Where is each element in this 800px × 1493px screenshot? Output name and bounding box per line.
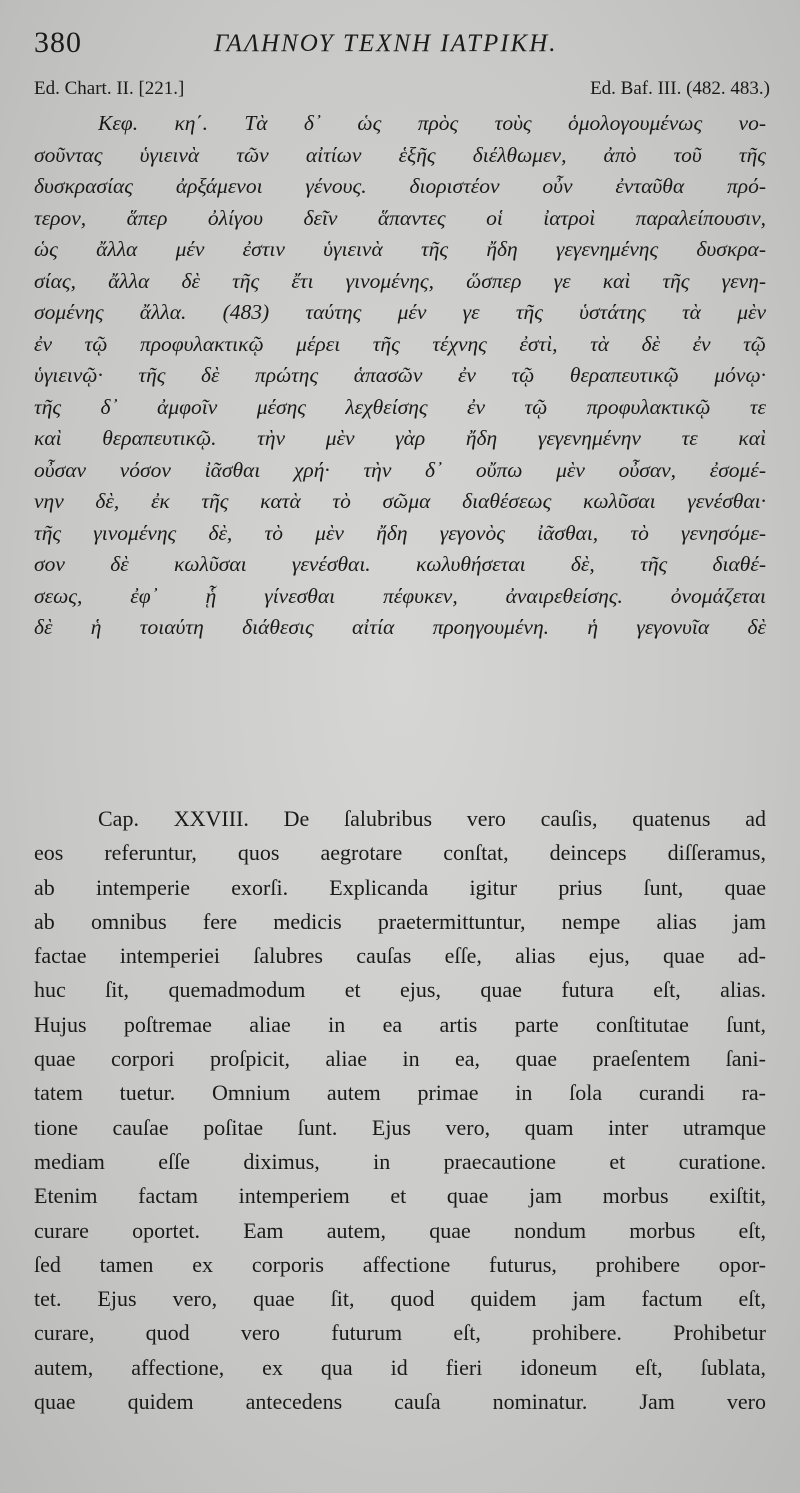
latin-text-line: curare, quod vero futurum eſt, prohibere. Prohibetur (34, 1320, 766, 1346)
greek-text-line: τῆς δ᾽ ἀμφοῖν μέσης λεχθείσης ἐν τῷ προφυλακτικῷ τε (34, 394, 766, 419)
latin-text-line: Cap. XXVIII. De ſalubribus vero cauſis, quatenus ad (98, 806, 766, 831)
greek-text-line: δυσκρασίας ἀρξάμενοι γένους. διοριστέον οὖν ἐνταῦθα πρό- (34, 174, 766, 198)
greek-text-line: ὑγιεινῷ· τῆς δὲ πρώτης ἁπασῶν ἐν τῷ θεραπευτικῷ μόνῳ· (34, 363, 766, 387)
greek-text-block (34, 108, 766, 644)
edition-reference-right: Ed. Baf. III. (482. 483.) (590, 78, 770, 99)
greek-text-line: σεως, ἐφ᾽ ᾗ γίνεσθαι πέφυκεν, ἀναιρεθείσης. ὀνομάζεται (34, 583, 766, 608)
latin-text-line: ſed tamen ex corporis affectione futurus, prohibere opor- (34, 1251, 766, 1277)
greek-text-line: Κεφ. κη΄. Τὰ δ᾽ ὡς πρὸς τοὺς ὁμολογουμένως νο- (98, 111, 766, 135)
greek-text-line: ἐν τῷ προφυλακτικῷ μέρει τῆς τέχνης ἐστὶ, τὰ δὲ ἐν τῷ (34, 331, 766, 356)
latin-text-line: quae corpori proſpicit, aliae in ea, quae praeſentem ſani- (34, 1046, 766, 1072)
latin-text-line: eos referuntur, quos aegrotare conſtat, deinceps diſſeramus, (34, 840, 766, 866)
greek-text-line: νην δὲ, ἐκ τῆς κατὰ τὸ σῶμα διαθέσεως κωλῦσαι γενέσθαι· (34, 489, 766, 513)
greek-text-line: σίας, ἄλλα δὲ τῆς ἔτι γινομένης, ὥσπερ γε καὶ τῆς γενη- (34, 268, 766, 293)
latin-text-block (34, 802, 766, 1419)
latin-text-line: tatem tuetur. Omnium autem primae in ſola curandi ra- (34, 1080, 766, 1106)
greek-text-line: οὖσαν νόσον ἰᾶσθαι χρή· τὴν δ᾽ οὔπω μὲν οὖσαν, ἐσομέ- (34, 457, 766, 482)
latin-text-line: Hujus poſtremae aliae in ea artis parte conſtitutae ſunt, (34, 1011, 766, 1037)
latin-text-line: curare oportet. Eam autem, quae nondum morbus eſt, (34, 1217, 766, 1243)
page-header (34, 26, 770, 66)
greek-text-line: ὡς ἄλλα μέν ἐστιν ὑγιεινὰ τῆς ἤδη γεγενημένης δυσκρα- (34, 237, 766, 261)
greek-text-line: σον δὲ κωλῦσαι γενέσθαι. κωλυθήσεται δὲ, τῆς διαθέ- (34, 552, 766, 576)
latin-text-line: quae quidem antecedens cauſa nominatur. Jam vero (34, 1389, 766, 1415)
latin-text-line: ab intemperie exorſi. Explicanda igitur prius ſunt, quae (34, 874, 766, 900)
greek-text-line: σομένης ἄλλα. (483) ταύτης μέν γε τῆς ὑστάτης τὰ μὲν (34, 300, 766, 324)
latin-text-line: huc ſit, quemadmodum et ejus, quae futura eſt, alias. (34, 977, 766, 1003)
greek-text-line: καὶ θεραπευτικῷ. τὴν μὲν γὰρ ἤδη γεγενημένην τε καὶ (34, 426, 766, 450)
latin-text-line: tione cauſae poſitae ſunt. Ejus vero, quam inter utramque (34, 1114, 766, 1140)
running-title: ΓΑΛΗΝΟΥ ΤΕΧΝΗ ΙΑΤΡΙΚΗ. (214, 30, 558, 57)
latin-text-line: tet. Ejus vero, quae ſit, quod quidem jam factum eſt, (34, 1286, 766, 1312)
greek-text-line: σοῦντας ὑγιεινὰ τῶν αἰτίων ἑξῆς διέλθωμεν, ἀπὸ τοῦ τῆς (34, 142, 766, 167)
greek-text-line: τερον, ἅπερ ὀλίγου δεῖν ἅπαντες οἱ ἰατροὶ παραλείπουσιν, (34, 205, 766, 230)
latin-text-line: Etenim factam intemperiem et quae jam morbus exiſtit, (34, 1183, 766, 1209)
latin-text-line: ab omnibus fere medicis praetermittuntur, nempe alias jam (34, 908, 766, 934)
greek-text-line: τῆς γινομένης δὲ, τὸ μὲν ἤδη γεγονὸς ἰᾶσθαι, τὸ γενησόμε- (34, 520, 766, 545)
latin-text-line: factae intemperiei ſalubres cauſas eſſe, alias ejus, quae ad- (34, 943, 766, 969)
latin-text-line: autem, affectione, ex qua id fieri idoneum eſt, ſublata, (34, 1354, 766, 1380)
edition-reference-left: Ed. Chart. II. [221.] (34, 78, 185, 99)
page-number: 380 (34, 26, 82, 59)
latin-text-line: mediam eſſe diximus, in praecautione et curatione. (34, 1148, 766, 1174)
greek-text-line: δὲ ἡ τοιαύτη διάθεσις αἰτία προηγουμένη. ἡ γεγονυῖα δὲ (34, 615, 766, 639)
